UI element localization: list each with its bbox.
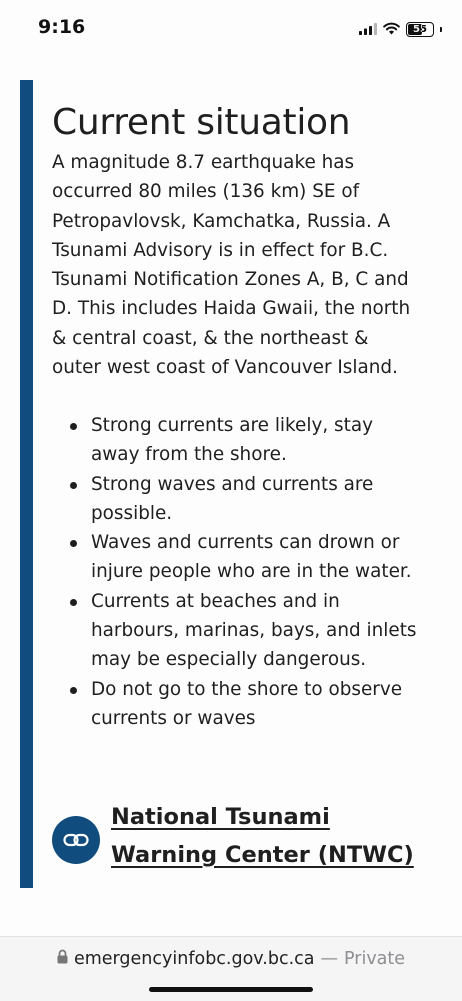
current-situation-alert [20, 80, 442, 888]
status-time: 9:16 [38, 16, 86, 38]
url-separator: — [320, 949, 339, 969]
private-mode-label: Private [344, 949, 406, 969]
status-icons [359, 20, 442, 39]
advice-item: Do not go to the shore to observe currents or waves [52, 675, 422, 734]
advice-item: Currents at beaches and in harbours, marinas, bays, and inlets may be especially dangerous. [52, 587, 422, 675]
home-indicator[interactable] [149, 987, 313, 992]
address-content[interactable] [0, 949, 462, 969]
advice-item: Waves and currents can drown or injure people who are in the water. [52, 528, 422, 587]
advice-list [52, 411, 422, 733]
battery-level: 55 [413, 24, 427, 35]
ntwc-link-text[interactable]: National Tsunami Warning Center (NTWC) [111, 804, 414, 868]
alert-title: Current situation [52, 102, 351, 143]
link-icon[interactable] [52, 816, 100, 864]
cellular-signal-icon [359, 20, 377, 39]
alert-accent-bar [20, 80, 33, 888]
battery-cap [440, 27, 442, 32]
lock-icon [57, 949, 68, 969]
wifi-icon [383, 20, 400, 39]
advice-item: Strong waves and currents are possible. [52, 470, 422, 529]
battery-icon [406, 22, 434, 37]
browser-address-bar[interactable] [0, 936, 462, 1001]
url-text[interactable]: emergencyinfobc.gov.bc.ca [73, 949, 315, 969]
status-bar [0, 0, 462, 58]
alert-intro-text: A magnitude 8.7 earthquake has occurred 80 miles (136 km) SE of Petropavlovsk, Kamchatka, Russia. A Tsunami Advisory is in effect for B.C. Tsunami Notification Zones A, B, C and D. This includes Haida Gwaii, the north & central coast, & the northeast & outer west coast of Vancouver Island. [52, 152, 411, 379]
advice-item: Strong currents are likely, stay away from the shore. [52, 411, 422, 470]
